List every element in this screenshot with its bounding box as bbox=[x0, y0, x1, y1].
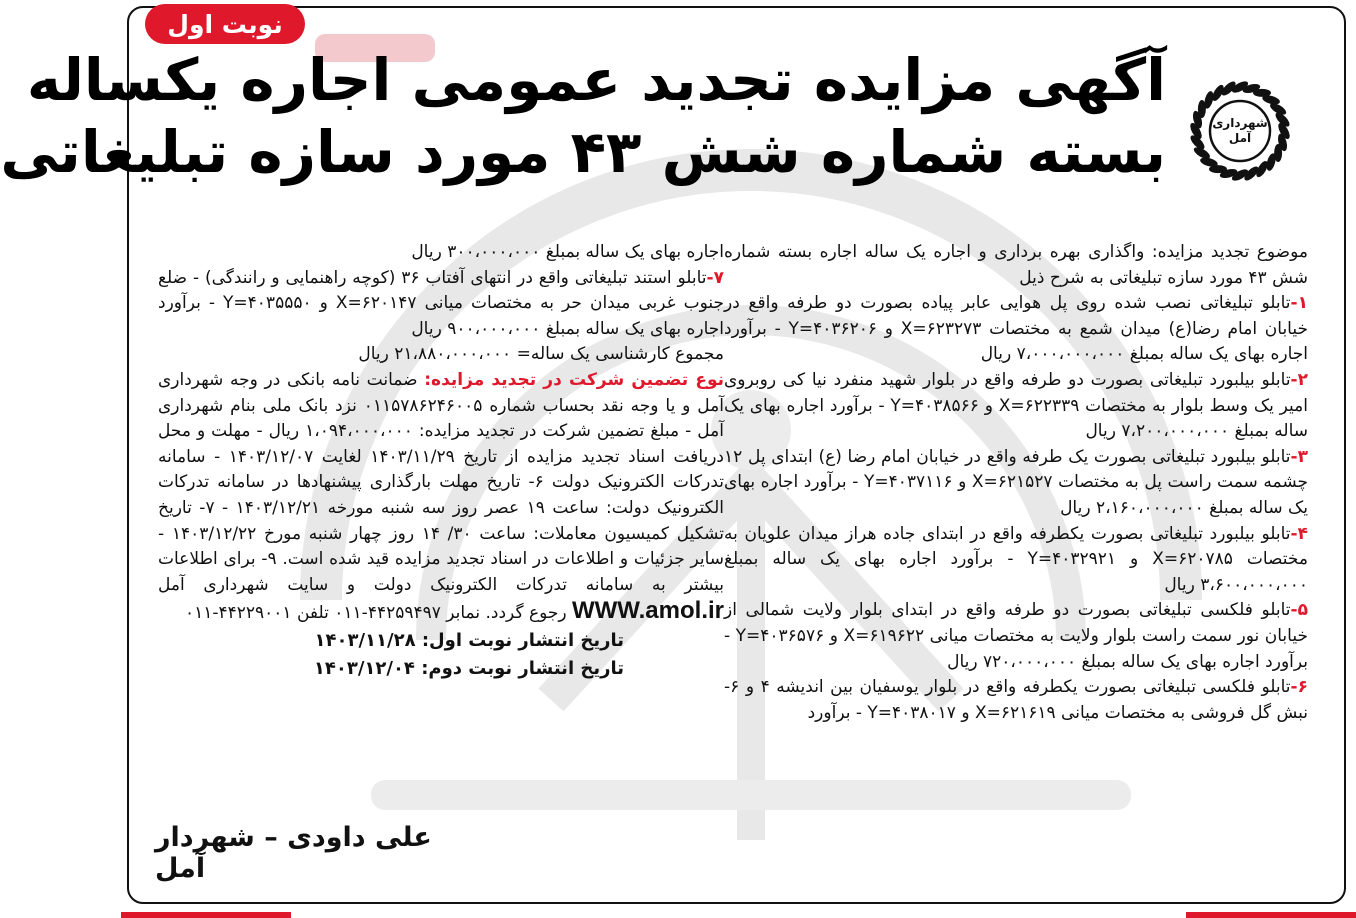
item-text: تابلو بیلبورد تبلیغاتی بصورت دو طرفه واقع در بلوار شهید منفرد نیا کی روبروی امیر یک وسط بلوار به مختصات X=۶۲۲۳۳۹ و Y=۴۰۳۸۵۶۶ - برآورد اجاره بهای یک ساله بمبلغ ۷،۲۰۰،۰۰۰،۰۰۰ ریال bbox=[724, 369, 1308, 442]
logo-label bbox=[1181, 116, 1299, 146]
logo-label-line-2: آمل bbox=[1228, 131, 1252, 145]
intro-paragraph: موضوع تجدید مزایده: واگذاری بهره برداری و اجاره یک ساله اجاره بسته شماره شش ۴۳ مورد سازه تبلیغاتی به شرح ذیل bbox=[724, 242, 1308, 288]
list-item bbox=[724, 522, 1308, 599]
item-number: ۷- bbox=[706, 267, 724, 288]
item-text: تابلو بیلبورد تبلیغاتی بصورت یک طرفه واقع در خیابان امام رضا (ع) ابتدای پل ۱۲ چشمه سمت راست پل به مختصات X=۶۲۱۵۲۷ و Y=۴۰۳۷۱۱۶ - برآورد اجاره بهای یک ساله بمبلغ ۲،۱۶۰،۰۰۰،۰۰۰ ریال bbox=[724, 446, 1308, 518]
bottom-decoration-icon bbox=[121, 912, 1356, 918]
list-item bbox=[724, 598, 1308, 675]
item-number: ۶- bbox=[1290, 677, 1308, 698]
list-item bbox=[724, 445, 1308, 522]
guarantee-paragraph bbox=[158, 368, 724, 627]
item-number: ۲- bbox=[1290, 369, 1308, 390]
total-paragraph: مجموع کارشناسی یک ساله= ۲۱،۸۸۰،۰۰۰،۰۰۰ ریال bbox=[358, 344, 724, 365]
title-line-1: آگهی مزایده تجدید عمومی اجاره یکساله bbox=[26, 46, 1166, 114]
contact-text: رجوع گردد. نمابر ۴۴۲۵۹۴۹۷-۰۱۱ تلفن ۴۴۲۲۹۰۰۱-۰۱۱ bbox=[184, 603, 567, 624]
guarantee-text: ضمانت نامه بانکی در وجه شهرداری آمل و یا وجه نقد بحساب شماره ۰۱۱۵۷۸۶۲۴۶۰۰۵ نزد بانک ملی بنام شهرداری آمل - مبلغ تضمین شرکت در تجدید مزایده: ۱،۰۹۴،۰۰۰،۰۰۰ ریال - مهلت و محل دریافت اسناد تجدید مزایده از تاریخ ۱۴۰۳/۱۱/۲۹ لغایت ۱۴۰۳/۱۲/۰۷ - سامانه تدرکات الکترونیک دولت ۶- تاریخ مهلت بارگذاری پیشنهادها در سامانه تدرکات الکترونیک دولت: ساعت ۱۹ عصر روز سه شنبه مورخه ۱۴۰۳/۱۲/۲۱ - ۷- تاریخ تشکیل کمیسیون معاملات: ساعت ۳۰/ ۱۴ روز چهار شنبه مورخ ۱۴۰۳/۱۲/۲۲ - سایر جزئیات و اطلاعات در اسناد تجدید مزایده قید شده است. ۹- برای اطلاعات بیشتر به سامانه تدرکات الکترونیک دولت و سایت شهرداری آمل bbox=[158, 369, 725, 595]
item-text: تابلو فلکسی تبلیغاتی بصورت دو طرفه واقع در ابتدای بلوار ولایت شمالی از خیابان نور سمت راست بلوار ولایت به مختصات میانی X=۶۱۹۶۲۲ و Y=۴۰۳۶۵۷۶ - برآورد اجاره بهای یک ساله بمبلغ ۷۲۰،۰۰۰،۰۰۰ ریال bbox=[724, 600, 1308, 672]
item-text: تابلو تبلیغاتی نصب شده روی پل هوایی عابر پیاده بصورت دو طرفه واقع در خیابان امام رضا(ع) میدان شمع به مختصات X=۶۲۳۲۷۳ و Y=۴۰۳۶۲۰۶ - برآورد اجاره بهای یک ساله بمبلغ ۷،۰۰۰،۰۰۰،۰۰۰ ریال bbox=[724, 293, 1308, 365]
list-item bbox=[158, 266, 724, 343]
item-text: تابلو فلکسی تبلیغاتی بصورت یکطرفه واقع در بلوار یوسفیان بین اندیشه ۴ و ۶- نبش گل فروشی به مختصات میانی X=۶۲۱۶۱۹ و Y=۴۰۳۸۰۱۷ - برآورد bbox=[724, 677, 1308, 723]
item-number: ۵- bbox=[1290, 600, 1308, 621]
list-item bbox=[724, 368, 1308, 445]
continued-paragraph: اجاره بهای یک ساله بمبلغ ۳۰۰،۰۰۰،۰۰۰ ریال bbox=[411, 242, 724, 262]
first-edition-badge: نوبت اول bbox=[145, 4, 305, 44]
second-publication-date: تاریخ انتشار نوبت دوم: ۱۴۰۳/۱۲/۰۴ bbox=[313, 657, 624, 679]
page-title bbox=[0, 44, 1166, 188]
website-link[interactable]: WWW.amol.ir bbox=[572, 597, 724, 625]
list-item bbox=[724, 675, 1308, 726]
item-text: تابلو بیلبورد تبلیغاتی بصورت یکطرفه واقع در ابتدای جاده هراز میدان علویان به مختصات X=۶۲۰۷۸۵ و Y=۴۰۳۲۹۲۱ - برآورد اجاره بهای یک ساله بمبلغ ۳،۶۰۰،۰۰۰،۰۰۰ ریال bbox=[724, 523, 1308, 595]
item-number: ۳- bbox=[1290, 446, 1308, 467]
item-number: ۱- bbox=[1290, 293, 1308, 314]
signature: علی داودی – شهردار آمل bbox=[155, 822, 432, 884]
item-text: تابلو استند تبلیغاتی واقع در انتهای آفتاب ۳۶ (کوچه راهنمایی و رانندگی) - ضلع جنوب غربی میدان حر به مختصات میانی X=۶۲۰۱۴۷ و Y=۴۰۳۵۵۵۰ - برآورد اجاره بهای یک ساله بمبلغ ۹۰۰،۰۰۰،۰۰۰ ریال bbox=[158, 267, 724, 339]
left-column bbox=[158, 240, 724, 683]
item-number: ۴- bbox=[1290, 523, 1308, 544]
guarantee-heading: نوع تضمین شرکت در تجدید مزایده: bbox=[424, 369, 725, 390]
right-column bbox=[724, 240, 1308, 726]
list-item bbox=[724, 291, 1308, 368]
first-publication-date: تاریخ انتشار نوبت اول: ۱۴۰۳/۱۱/۲۸ bbox=[314, 629, 624, 651]
title-line-2: بسته شماره شش ۴۳ مورد سازه تبلیغاتی bbox=[0, 118, 1166, 186]
logo-label-line-1: شهرداری bbox=[1212, 116, 1268, 130]
